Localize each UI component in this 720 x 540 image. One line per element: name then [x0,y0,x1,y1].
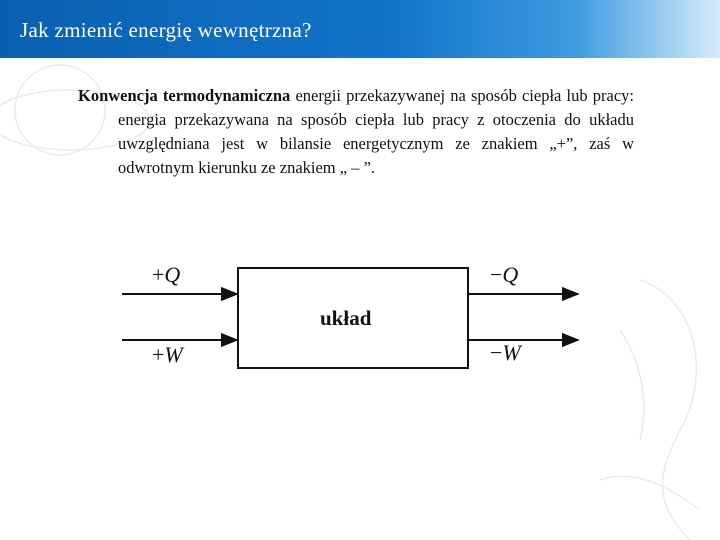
heat-out-label [490,262,518,288]
heat-out-symbol: Q [502,262,519,287]
work-out-symbol: W [502,340,521,365]
paragraph-text: energii przekazywanej na sposób ciepła lub pracy: energia przekazywana na sposób ciepła lub pracy z otoczenia do układu uwzględniana jest w bilansie energetycznym ze znakiem „+”, zaś w odwrotnym kierunku ze znakiem „ – ”. [118,86,635,177]
work-out-label [490,340,521,366]
work-out-sign: − [490,340,503,365]
work-in-sign: + [152,342,165,367]
slide-title: Jak zmienić energię wewnętrzna? [20,18,312,42]
work-in-label [152,342,183,368]
heat-in-sign: + [152,262,165,287]
lead-term: Konwencja termodynamiczna [78,86,291,105]
heat-out-sign: − [490,262,503,287]
work-in-symbol: W [164,342,183,367]
heat-in-symbol: Q [164,262,181,287]
heat-in-label [152,262,180,288]
system-label: układ [320,306,372,330]
